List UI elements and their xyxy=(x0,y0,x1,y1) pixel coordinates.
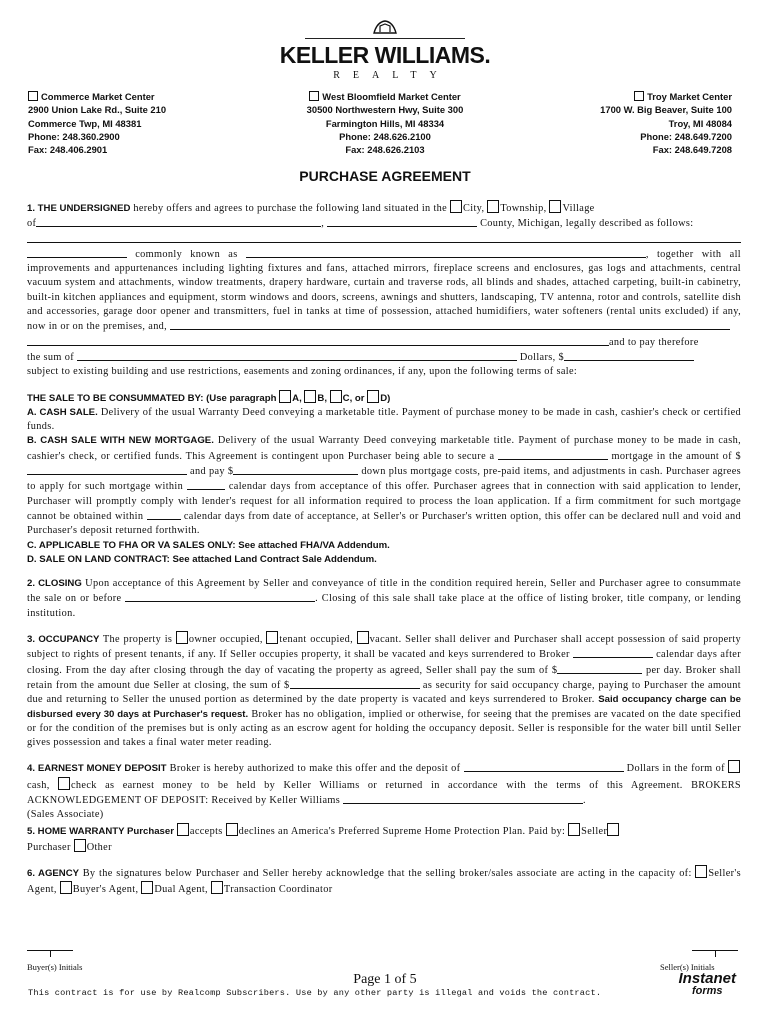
buyer-initials-label: Buyer(s) Initials xyxy=(27,962,83,972)
usage-disclaimer: This contract is for use by Realcomp Subscribers. Use by any other party is illegal and voids the contract. xyxy=(28,988,602,998)
paragraph-d-checkbox[interactable] xyxy=(367,390,379,403)
office-address: 30500 Northwestern Hwy, Suite 300 xyxy=(306,104,464,116)
section-undersigned: 1. THE UNDERSIGNED hereby offers and agrees to purchase the following land situated in the City, Township, Village of , County, Michigan, legally described as follows: commonly known as , together with all improvements and appurtenances including lighting fixtures and fans, attached mirrors, fireplace screens and enclosures, gas logs and attachments, central vacuum system and attachments, window treatments, drapery hardware, curtain and traverse rods, all blinds and shades, attached carpeting, built-in cabinetry, built-in kitchen appliances and equipment, storm windows and doors, screens, awnings and shutters, landscaping, TV antenna, rotor and controls, satellite dish and accessories, garage door opener and transmitters, fuel in tanks at time of possession, attached humidifiers, water softeners (rental units excluded) if any, now in or on the premises, and, and to pay therefore the sum of Dollars, $ subject to existing building and use restrictions, easements and zoning ordinances, if any, upon the following terms of sale: xyxy=(27,200,741,380)
paid-by-purchaser-checkbox[interactable] xyxy=(607,823,619,836)
check-checkbox[interactable] xyxy=(58,777,70,790)
section-agency: 6. AGENCY By the signatures below Purchaser and Seller hereby acknowledge that the selling broker/sales associate are acting in the capacity of: Seller's Agent, Buyer's Agent, Dual Agent, Transaction Coordinator xyxy=(27,865,741,898)
section-sale-method: THE SALE TO BE CONSUMMATED BY: (Use paragraph A, B, C, or D) xyxy=(27,390,741,406)
cash-checkbox[interactable] xyxy=(728,760,740,773)
municipality-field[interactable] xyxy=(36,216,321,227)
page-footer xyxy=(0,950,770,1024)
office-address: 1700 W. Big Beaver, Suite 100 xyxy=(600,104,732,116)
section-home-warranty: 5. HOME WARRANTY Purchaser accepts declines an America's Preferred Supreme Home Protection Plan. Paid by: Seller Purchaser Other xyxy=(27,823,741,856)
seller-initials-label: Seller(s) Initials xyxy=(660,962,715,972)
fha-va-sale: C. APPLICABLE TO FHA OR VA SALES ONLY: See attached FHA/VA Addendum. xyxy=(27,539,390,551)
instanet-logo xyxy=(678,972,736,998)
instanet-forms: forms xyxy=(691,985,723,997)
additional-items-field[interactable] xyxy=(170,319,730,330)
security-amount-field[interactable] xyxy=(290,678,420,689)
sellers-agent-checkbox[interactable] xyxy=(695,865,707,878)
land-contract-sale: D. SALE ON LAND CONTRACT: See attached Land Contract Sale Addendum. xyxy=(27,553,377,565)
dual-agent-checkbox[interactable] xyxy=(141,881,153,894)
company-logo xyxy=(0,18,770,81)
county-field[interactable] xyxy=(327,216,477,227)
sum-amount-field[interactable] xyxy=(564,350,694,361)
paragraph-b-checkbox[interactable] xyxy=(304,390,316,403)
brand-name: KELLER WILLIAMS. xyxy=(279,42,491,68)
office-troy xyxy=(600,90,732,156)
apply-days-field[interactable] xyxy=(187,479,225,490)
agreement-body xyxy=(27,200,741,908)
mortgage-type-field[interactable] xyxy=(498,449,608,460)
brand-realty: REALTY xyxy=(333,70,450,81)
office-name: Commerce Market Center xyxy=(41,91,155,102)
daily-charge-field[interactable] xyxy=(557,663,642,674)
legal-description-field[interactable] xyxy=(27,232,741,243)
warranty-accepts-checkbox[interactable] xyxy=(177,823,189,836)
village-checkbox[interactable] xyxy=(549,200,561,213)
closing-date-field[interactable] xyxy=(125,591,315,602)
transaction-coordinator-checkbox[interactable] xyxy=(211,881,223,894)
kw-emblem-icon xyxy=(371,18,399,36)
parcel-field[interactable] xyxy=(27,247,127,258)
office-name: Troy Market Center xyxy=(647,91,732,102)
page-number: Page 1 of 5 xyxy=(353,972,417,987)
office-city: Farmington Hills, MI 48334 xyxy=(325,117,445,129)
cash-sale: A. CASH SALE. Delivery of the usual Warranty Deed conveying a marketable title. Payment of purchase money to be made in cash, cashier's check or certified funds. xyxy=(27,406,741,433)
cash-sale-new-mortgage: B. CASH SALE WITH NEW MORTGAGE. Delivery of the usual Warranty Deed conveying marketable title. Payment of purchase money to be made in cash, cashier's check, or certified funds. This Agreement is contingent upon Purchaser being able to secure a mortgage in the amount of $ and pay $ down plus mortgage costs, pre-paid items, and adjustments in cash. Purchaser agrees to apply for such mortgage within calendar days from acceptance of this offer. Purchaser agrees that in connection with said application to lender, Purchaser will promptly comply with lender's request for all information required to process the loan application. If a firm commitment for such mortgage cannot be obtained within calendar days from date of acceptance, at Seller's or Purchaser's written option, this offer can be declared null and void and Purchaser's deposit returned forthwith. xyxy=(27,435,742,537)
sales-associate-field[interactable] xyxy=(343,793,583,804)
city-checkbox[interactable] xyxy=(450,200,462,213)
page-title: PURCHASE AGREEMENT xyxy=(299,168,471,184)
office-checkbox[interactable] xyxy=(309,91,319,101)
paid-by-other-checkbox[interactable] xyxy=(74,839,86,852)
buyers-agent-checkbox[interactable] xyxy=(60,881,72,894)
tenant-occupied-checkbox[interactable] xyxy=(266,631,278,644)
deposit-amount-field[interactable] xyxy=(464,761,624,772)
vacant-checkbox[interactable] xyxy=(357,631,369,644)
office-fax: Fax: 248.649.7208 xyxy=(652,144,732,156)
section-occupancy: 3. OCCUPANCY The property is owner occupied, tenant occupied, vacant. Seller shall deliver and Purchaser shall accept possession of said property subject to rights of present tenants, if any. If Seller occupies property, it shall be vacated and keys surrendered to Broker calendar days after closing. From the day after closing through the day of vacating the property as agreed, Seller shall pay the sum of $ per day. Broker shall retain from the amount due Seller at closing, the sum of $ as security for said occupancy charge, paying to Purchaser the amount due and returning to Seller the unused portion as determined by the date property is vacated and keys surrendered to Broker. Said occupancy charge can be disbursed every 30 days at Purchaser's request. Broker has no obligation, implied or otherwise, for seeing that the premises are vacated on the date specified or for the condition of the premises but is only acting as an escrow agent for holding the occupancy deposit. Seller is responsible for the water bill until Seller gives possession and takes a final water meter reading. xyxy=(27,631,741,750)
office-phone: Phone: 248.626.2100 xyxy=(339,130,431,142)
warranty-declines-checkbox[interactable] xyxy=(226,823,238,836)
owner-occupied-checkbox[interactable] xyxy=(176,631,188,644)
office-address: 2900 Union Lake Rd., Suite 210 xyxy=(28,104,167,116)
section-closing: 2. CLOSING Upon acceptance of this Agreement by Seller and conveyance of title in the condition required herein, Seller and Purchaser agree to consummate the sale on or before . Closing of this sale shall take place at the office of listing broker, title company, or lending institution. xyxy=(27,578,741,619)
paragraph-c-checkbox[interactable] xyxy=(330,390,342,403)
paid-by-seller-checkbox[interactable] xyxy=(568,823,580,836)
office-fax: Fax: 248.626.2103 xyxy=(345,144,425,156)
known-as-field[interactable] xyxy=(246,247,646,258)
logo-rule xyxy=(305,38,465,39)
office-fax: Fax: 248.406.2901 xyxy=(28,144,108,156)
office-name: West Bloomfield Market Center xyxy=(322,91,461,102)
office-city: Troy, MI 48084 xyxy=(668,117,732,129)
mortgage-amount-field[interactable] xyxy=(27,464,187,475)
section-heading: 1. THE UNDERSIGNED xyxy=(27,203,131,214)
paragraph-a-checkbox[interactable] xyxy=(279,390,291,403)
commitment-days-field[interactable] xyxy=(147,509,181,520)
office-phone: Phone: 248.360.2900 xyxy=(28,130,120,142)
vacate-days-field[interactable] xyxy=(573,647,653,658)
down-payment-field[interactable] xyxy=(233,464,358,475)
office-phone: Phone: 248.649.7200 xyxy=(640,130,732,142)
township-checkbox[interactable] xyxy=(487,200,499,213)
office-city: Commerce Twp, MI 48381 xyxy=(28,117,142,129)
sum-words-field[interactable] xyxy=(77,350,517,361)
sales-associate-label: (Sales Associate) xyxy=(27,809,104,821)
instanet-brand: Instanet xyxy=(678,970,736,987)
section-earnest-money: 4. EARNEST MONEY DEPOSIT Broker is hereby authorized to make this offer and the deposit of Dollars in the form of cash, check as earnest money to be held by Keller Williams or returned in accordance with the terms of this Agreement. BROKERS ACKNOWLEDGEMENT OF DEPOSIT: Received by Keller Williams . xyxy=(27,760,741,808)
additional-items-field-2[interactable] xyxy=(27,335,609,346)
office-checkbox[interactable] xyxy=(634,91,644,101)
